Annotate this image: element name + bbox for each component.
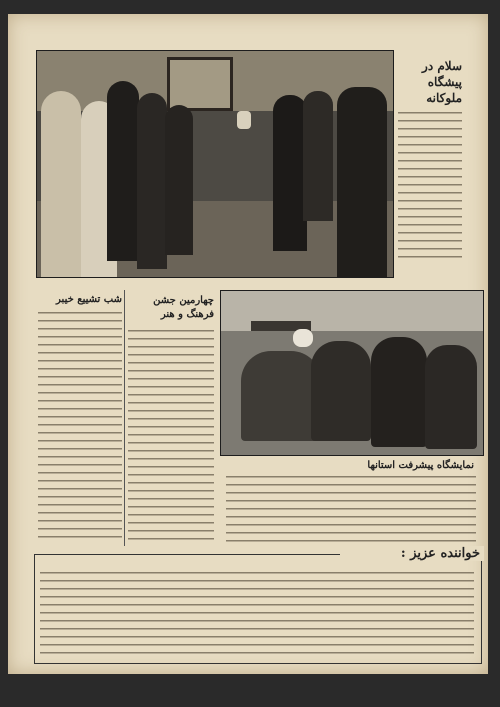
bottom-title: خواننده عزیز : [340, 546, 484, 561]
article1-title: سلام در پیشگاه ملوکانه [422, 59, 462, 105]
article3-body [38, 312, 122, 544]
article3-title: شب تشییع خیبر [56, 294, 122, 305]
article2-title: چهارمین جشن فرهنگ و هنر [153, 295, 214, 320]
ceremony-photo [36, 50, 394, 278]
article4-caption: نمایشگاه پیشرفت استانها [367, 460, 474, 471]
exhibition-photo [220, 290, 484, 456]
article2-body [128, 330, 214, 544]
bottom-body [40, 572, 474, 656]
article1-body [398, 112, 462, 262]
column-divider [124, 290, 125, 546]
article4-body [226, 476, 476, 542]
